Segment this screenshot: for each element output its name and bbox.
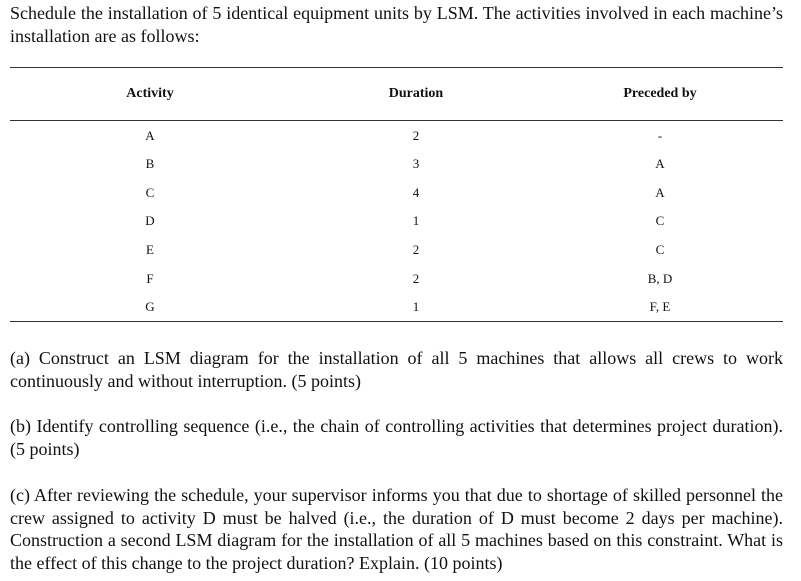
- table-bottom-rule: [10, 321, 783, 322]
- cell-activity: E: [146, 242, 154, 257]
- cell-activity: D: [145, 213, 155, 228]
- cell-duration: 2: [412, 128, 420, 143]
- table-header-rule: [10, 120, 783, 121]
- cell-preceded-by: F, E: [649, 299, 671, 314]
- header-preceded-by: Preceded by: [623, 86, 697, 101]
- question-a: (a) Construct an LSM diagram for the installation of all 5 machines that allows all crews to work continuously and without interruption. (5 points): [10, 348, 783, 391]
- cell-duration: 4: [412, 185, 420, 200]
- cell-duration: 1: [412, 299, 420, 314]
- cell-duration: 3: [412, 156, 420, 171]
- header-activity: Activity: [126, 86, 174, 101]
- cell-preceded-by: -: [657, 128, 663, 143]
- cell-preceded-by: C: [655, 213, 665, 228]
- cell-duration: 2: [412, 271, 420, 286]
- cell-preceded-by: C: [655, 242, 665, 257]
- cell-activity: A: [145, 128, 155, 143]
- cell-preceded-by: B, D: [647, 271, 673, 286]
- cell-preceded-by: A: [655, 156, 665, 171]
- cell-activity: C: [145, 185, 155, 200]
- table-top-rule: [10, 67, 783, 68]
- question-c: (c) After reviewing the schedule, your supervisor informs you that due to shortage of skilled personnel the crew assigned to activity D must be halved (i.e., the duration of D must become 2 days per machine). Construction a second LSM diagram for the installation of all 5 machines based on this constraint. What is the effect of this change to the project duration? Explain. (10 points): [10, 485, 783, 573]
- problem-intro: Schedule the installation of 5 identical equipment units by LSM. The activities involved in each machine’s installation are as follows:: [10, 3, 783, 46]
- cell-activity: F: [146, 271, 154, 286]
- cell-activity: G: [145, 299, 155, 314]
- cell-preceded-by: A: [655, 185, 665, 200]
- cell-activity: B: [145, 156, 155, 171]
- header-duration: Duration: [388, 86, 444, 101]
- cell-duration: 2: [412, 242, 420, 257]
- cell-duration: 1: [412, 213, 420, 228]
- question-b: (b) Identify controlling sequence (i.e., the chain of controlling activities that determines project duration). (5 points): [10, 416, 783, 459]
